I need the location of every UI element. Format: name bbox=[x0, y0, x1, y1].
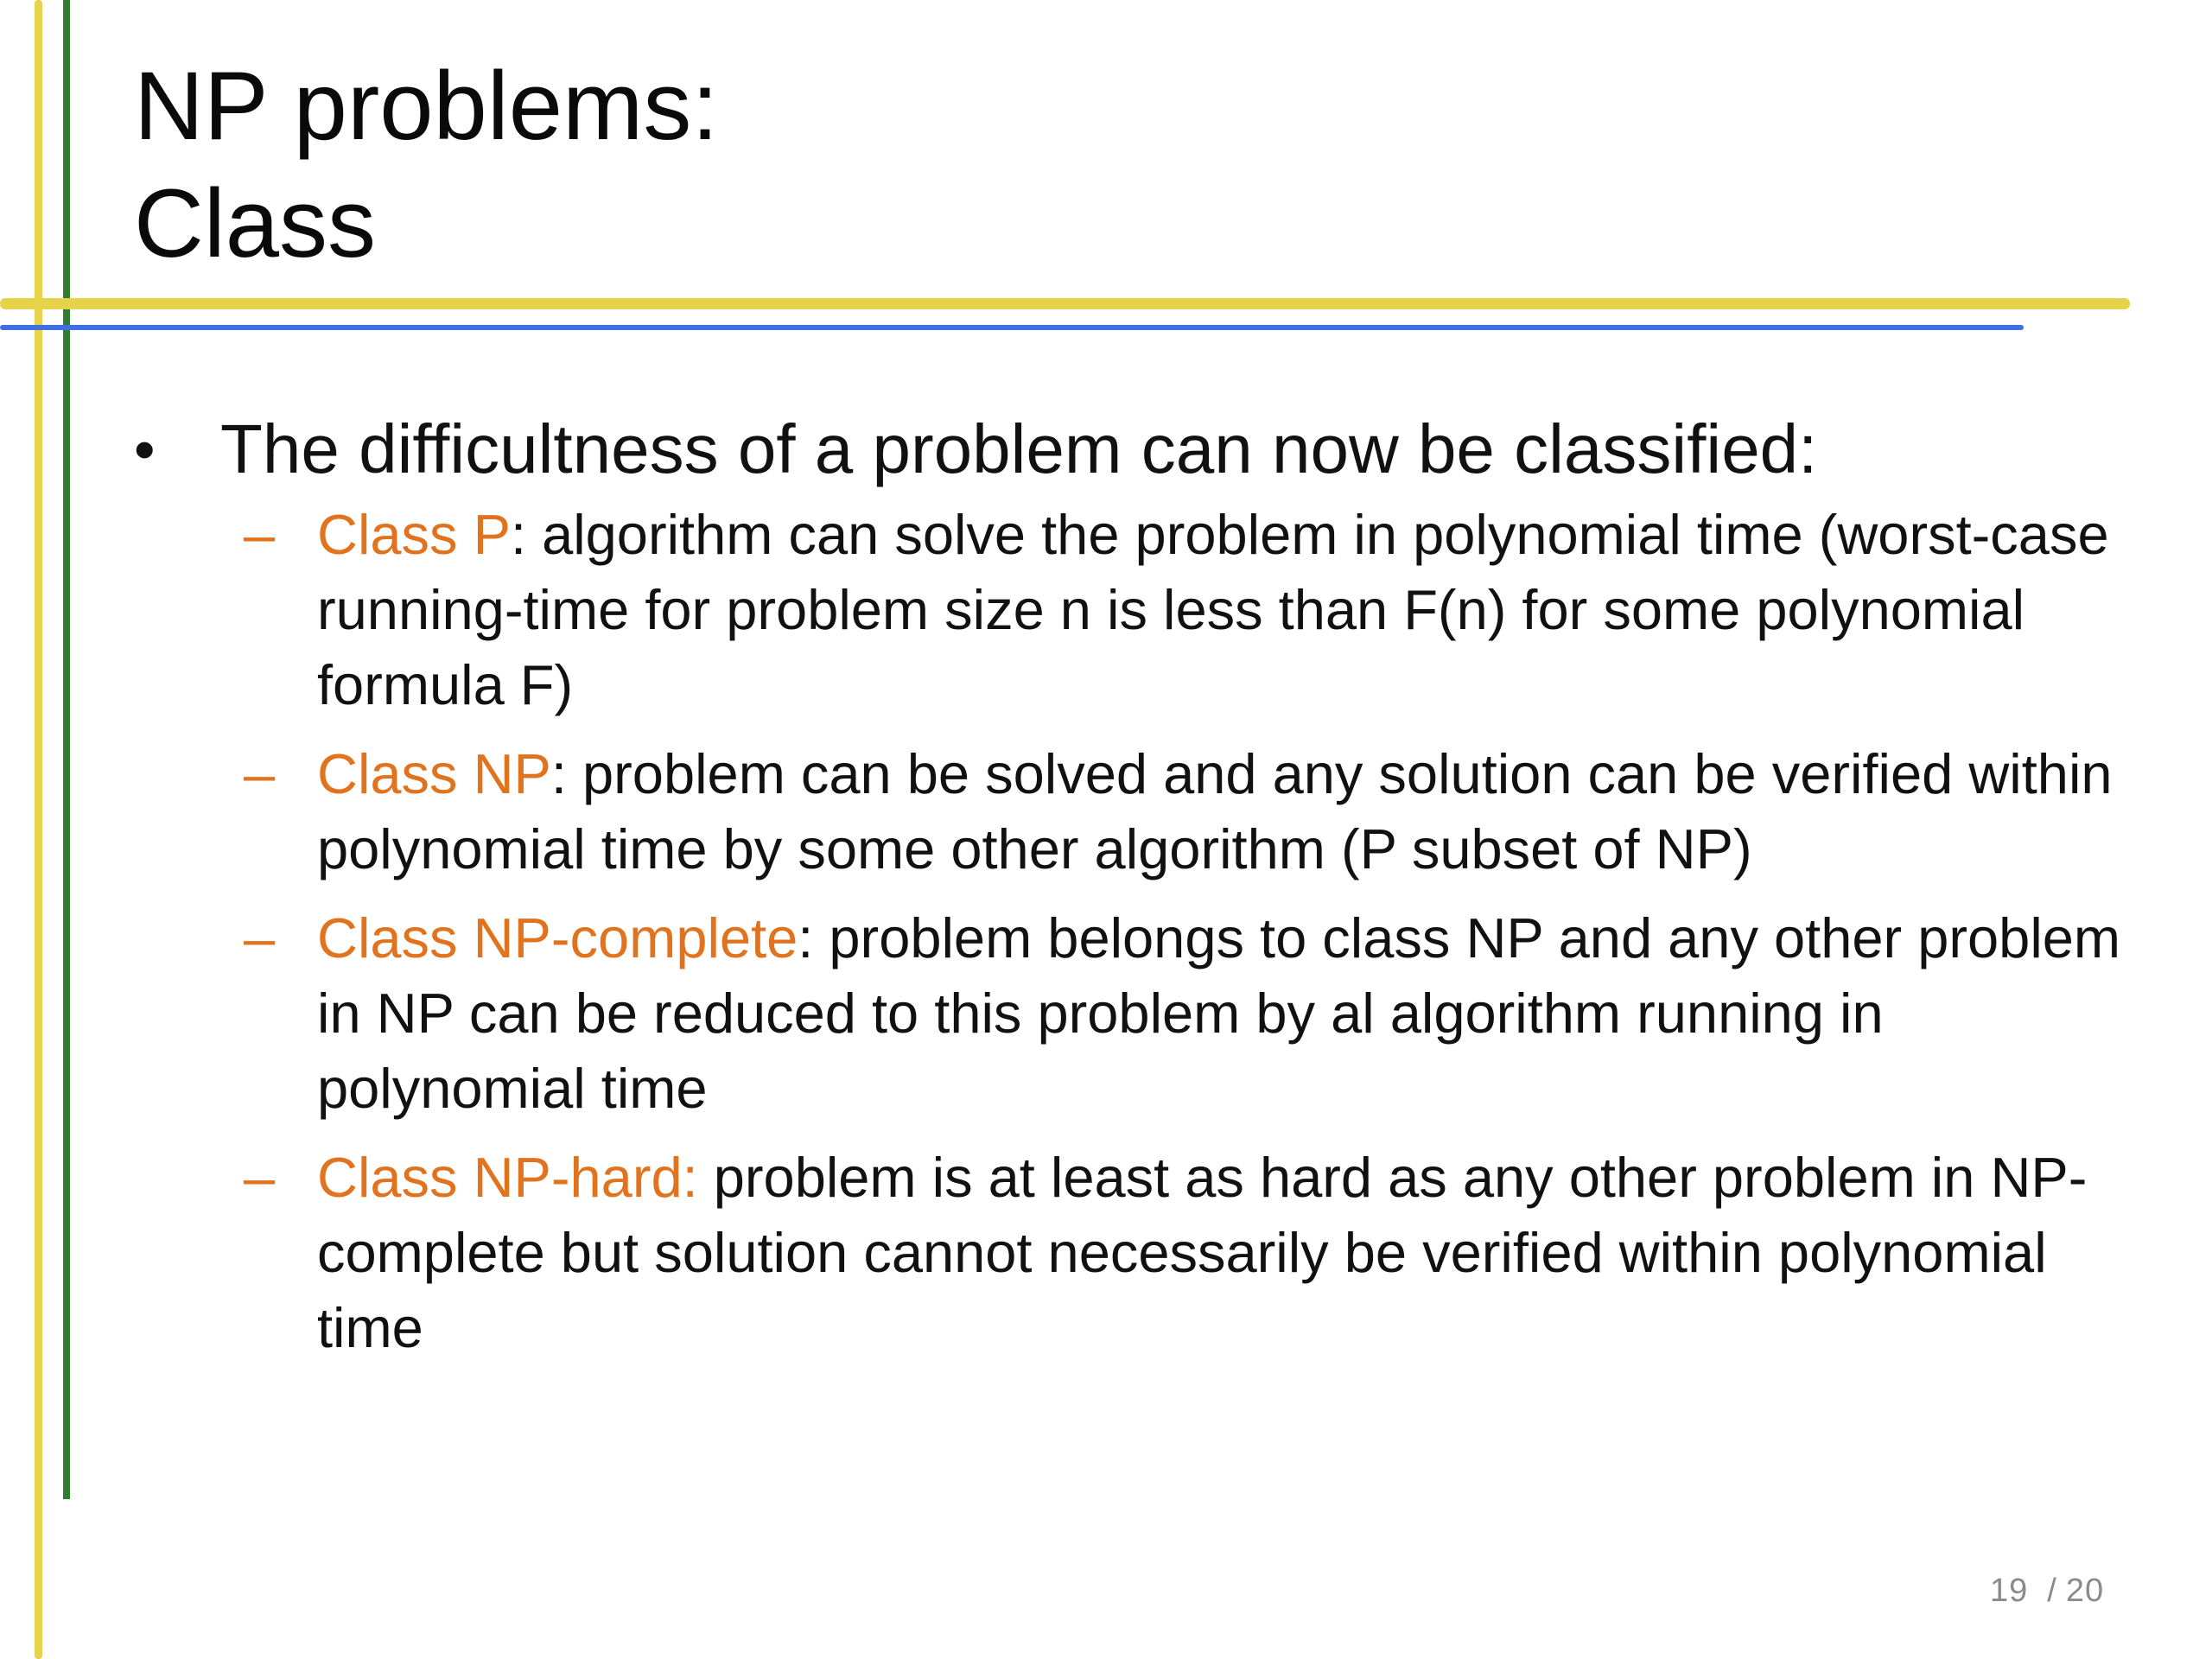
class-description: : problem can be solved and any solution can be verified within polynomial time by some other algorithm (P subset of NP) bbox=[317, 742, 2113, 880]
class-item-np-complete bbox=[0, 900, 2127, 1126]
main-bullet-text: The difficultness of a problem can now be classified: bbox=[220, 410, 1818, 487]
slide-title-line-2: Class bbox=[134, 169, 377, 277]
class-description: : algorithm can solve the problem in polynomial time (worst-case running-time for problem size n is less than F(n) for some polynomial formula F) bbox=[317, 503, 2109, 716]
class-item-np bbox=[0, 736, 2127, 887]
page-total: 20 bbox=[2065, 1573, 2105, 1609]
page-separator: / bbox=[2047, 1573, 2057, 1609]
page-current: 19 bbox=[1990, 1573, 2029, 1609]
bullet-icon: • bbox=[134, 416, 156, 483]
class-term: Class P bbox=[317, 503, 511, 566]
main-bullet bbox=[0, 402, 2212, 497]
class-description: problem is at least as hard as any other problem in NP-complete but solution cannot necessarily be verified within polynomial time bbox=[317, 1146, 2088, 1359]
slide-title-line-1: NP problems: bbox=[134, 52, 719, 160]
dash-icon: – bbox=[244, 742, 276, 805]
class-item-p bbox=[0, 497, 2127, 722]
page-indicator bbox=[1990, 1573, 2104, 1610]
class-term: Class NP bbox=[317, 742, 551, 805]
class-term: Class NP-complete bbox=[317, 906, 798, 969]
dash-icon: – bbox=[244, 503, 276, 566]
horizontal-blue-rule bbox=[0, 325, 2024, 330]
class-list bbox=[0, 497, 2212, 1365]
class-description: : problem belongs to class NP and any other problem in NP can be reduced to this problem by al algorithm running in polynomial time bbox=[317, 906, 2121, 1120]
dash-icon: – bbox=[244, 1146, 276, 1209]
horizontal-yellow-rule bbox=[0, 298, 2130, 309]
slide-content bbox=[0, 402, 2212, 1365]
class-term: Class NP-hard: bbox=[317, 1146, 698, 1209]
dash-icon: – bbox=[244, 906, 276, 969]
class-item-np-hard bbox=[0, 1140, 2127, 1365]
slide-title bbox=[134, 48, 718, 283]
